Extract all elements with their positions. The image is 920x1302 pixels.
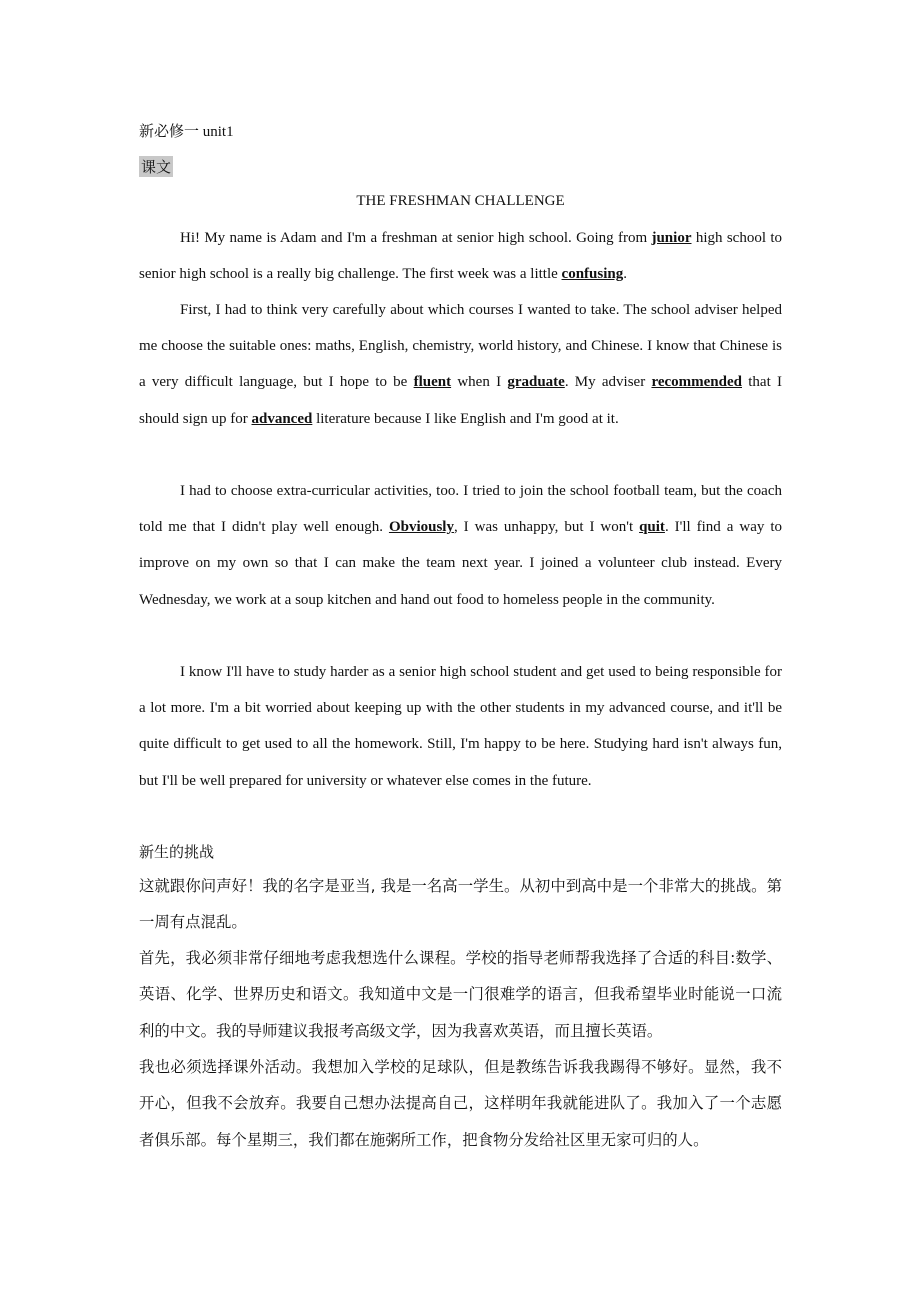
text-span: , I was unhappy, but I won't <box>453 519 640 536</box>
unit-label: 新必修一 unit1 <box>139 124 234 140</box>
text-span: high school to senior high school is a really big challenge. The first week was a little <box>139 230 783 283</box>
keyword-confusing: confusing <box>561 266 624 283</box>
section-label: 课文 <box>139 156 173 177</box>
paragraph-1 <box>139 220 782 292</box>
translation-title: 新生的挑战 <box>139 843 215 861</box>
translation-paragraph-2: 首先，我必须非常仔细地考虑我想选什么课程。学校的指导老师帮我选择了合适的科目:数学、英语、化学、世界历史和语文。我知道中文是一门很难学的语言，但我希望毕业时能说一口流利的中文。我的导师建议我报考高级文学，因为我喜欢英语，而且擅长英语。 <box>139 949 782 1040</box>
text-span: First, I had to think very carefully about which courses I wanted to take. The school adviser helped me choose the suitable ones: maths, English, chemistry, world history, and Chinese. I know that Chinese is a very difficult language, but I hope to be <box>139 302 782 391</box>
paragraph-2 <box>139 292 782 437</box>
article-title: THE FRESHMAN CHALLENGE <box>356 193 565 209</box>
text-span: Hi! My name is Adam and I'm a freshman at senior high school. Going from <box>180 230 652 246</box>
text-span: literature because I like English and I'm good at it. <box>312 410 619 427</box>
text-span: I had to choose extra-curricular activities, too. I tried to join the school football team, but the coach told me that I didn't play well enough. <box>139 483 782 536</box>
translation-paragraph-1: 这就跟你问声好！我的名字是亚当, 我是一名高一学生。从初中到高中是一个非常大的挑战。第一周有点混乱。 <box>139 877 782 932</box>
keyword-obviously: Obviously <box>388 519 454 536</box>
keyword-graduate: graduate <box>507 374 565 391</box>
keyword-recommended: recommended <box>651 374 742 391</box>
text-span: . I'll find a way to improve on my own so that I can make the team next year. I joined a volunteer club instead. Every Wednesday, we work at a soup kitchen and hand out food to homeless people in the community. <box>139 519 783 608</box>
text-span: . <box>623 266 627 283</box>
translation-paragraph-3: 我也必须选择课外活动。我想加入学校的足球队，但是教练告诉我我踢得不够好。显然，我不开心，但我不会放弃。我要自己想办法提高自己，这样明年我就能进队了。我加入了一个志愿者俱乐部。每个星期三，我们都在施粥所工作，把食物分发给社区里无家可归的人。 <box>139 1058 782 1149</box>
text-span: that I should sign up for <box>139 374 782 427</box>
text-span: when I <box>451 374 508 391</box>
keyword-advanced: advanced <box>251 410 313 427</box>
paragraph-4: I know I'll have to study harder as a senior high school student and get used to being responsible for a lot more. I'm a bit worried about keeping up with the other students in my advanced course, and it'll be quite difficult to get used to all the homework. Still, I'm happy to be here. Studying hard isn't always fun, but I'll be well prepared for university or whatever else comes in the future. <box>139 664 782 789</box>
keyword-junior: junior <box>651 230 692 246</box>
paragraph-3 <box>139 473 782 618</box>
text-span: . My adviser <box>564 374 652 391</box>
keyword-fluent: fluent <box>413 374 452 391</box>
keyword-quit: quit <box>639 519 665 536</box>
